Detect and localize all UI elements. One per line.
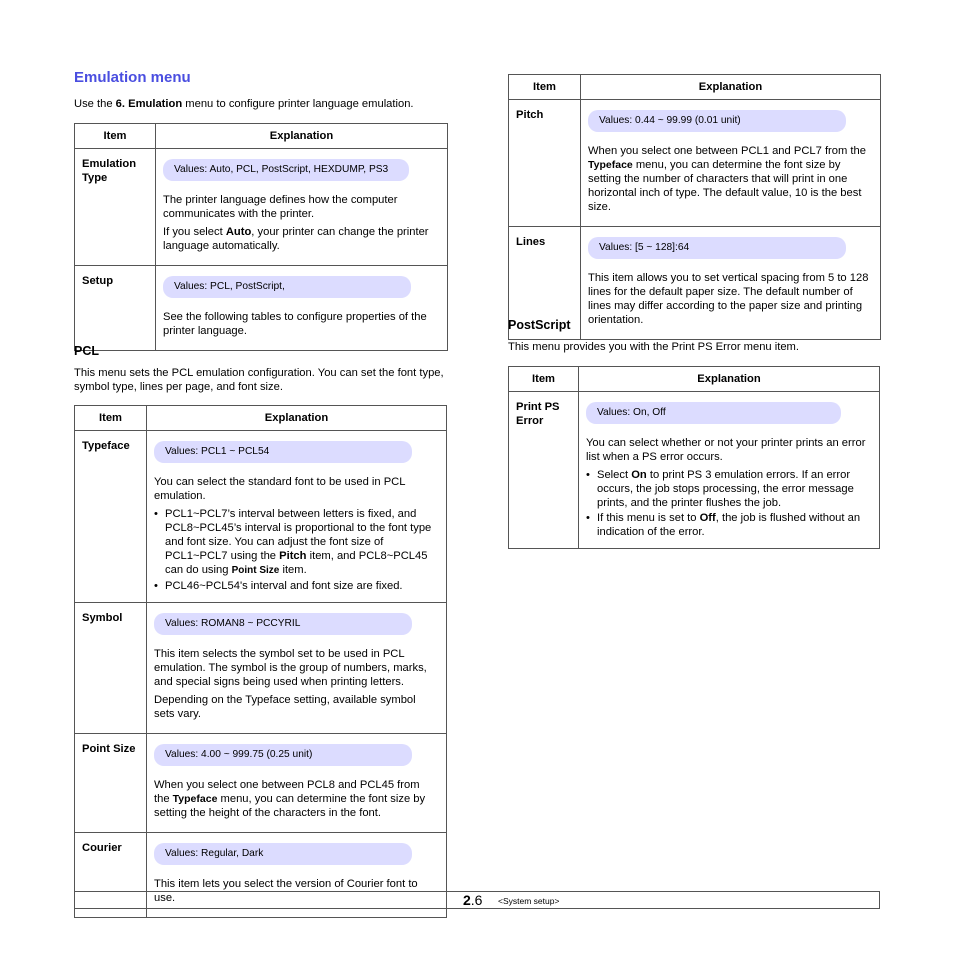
page-number: 2.6 bbox=[463, 892, 483, 908]
explanation-text: This item allows you to set vertical spacing from 5 to 128 lines for the default paper size. The default number of lines may differ according to the paper size and printing orientation. bbox=[588, 272, 869, 326]
explanation-text: You can select the standard font to be used in PCL emulation. bbox=[154, 476, 406, 502]
explanation-text: The printer language defines how the computer communicates with the printer. bbox=[163, 194, 398, 220]
values-badge: Values: 0.44 ~ 99.99 (0.01 unit) bbox=[588, 110, 846, 132]
explanation-text: This item selects the symbol set to be used in PCL emulation. The symbol is the group of numbers, marks, and special signs being used when printing letters. bbox=[154, 648, 427, 688]
values-badge: Values: PCL1 ~ PCL54 bbox=[154, 441, 412, 463]
emulation-table bbox=[74, 123, 448, 351]
header-explanation: Explanation bbox=[579, 367, 880, 392]
pcl-heading: PCL bbox=[74, 344, 99, 358]
header-explanation: Explanation bbox=[581, 75, 881, 100]
explanation-text: This item lets you select the version of Courier font to use. bbox=[154, 878, 418, 904]
header-item: Item bbox=[509, 367, 579, 392]
values-badge: Values: 4.00 ~ 999.75 (0.25 unit) bbox=[154, 744, 412, 766]
list-item: • PCL46~PCL54's interval and font size are fixed. bbox=[154, 579, 438, 593]
item-pitch: Pitch bbox=[509, 100, 581, 227]
values-badge: Values: On, Off bbox=[586, 402, 841, 424]
page-footer bbox=[74, 891, 880, 909]
header-explanation: Explanation bbox=[147, 406, 447, 431]
list-item: • If this menu is set to Off, the job is flushed without an indication of the error. bbox=[586, 511, 871, 539]
item-courier: Courier bbox=[75, 833, 147, 918]
section-label: <System setup> bbox=[498, 896, 560, 906]
item-emulation-type: Emulation Type bbox=[75, 149, 156, 266]
values-badge: Values: [5 ~ 128]:64 bbox=[588, 237, 846, 259]
postscript-heading: PostScript bbox=[508, 318, 571, 332]
pcl-table bbox=[74, 405, 447, 918]
item-symbol: Symbol bbox=[75, 603, 147, 734]
intro-paragraph: Use the 6. Emulation menu to configure printer language emulation. bbox=[74, 98, 414, 110]
pcl-table-continued bbox=[508, 74, 881, 340]
values-badge: Values: ROMAN8 ~ PCCYRIL bbox=[154, 613, 412, 635]
explanation-text: Depending on the Typeface setting, available symbol sets vary. bbox=[154, 694, 416, 720]
item-setup: Setup bbox=[75, 266, 156, 351]
list-item: • Select On to print PS 3 emulation errors. If an error occurs, the job stops processing, the error message prints, and the printer flushes the job. bbox=[586, 468, 871, 510]
explanation-text: When you select one between PCL1 and PCL7 from the Typeface menu, you can determine the font size by setting the number of characters that will print in one horizontal inch of type. The default value, 10 is the best size. bbox=[588, 145, 866, 213]
bullet-list bbox=[154, 507, 438, 593]
header-item: Item bbox=[509, 75, 581, 100]
item-typeface: Typeface bbox=[75, 431, 147, 603]
item-print-ps-error: Print PS Error bbox=[509, 392, 579, 549]
explanation-text: You can select whether or not your printer prints an error list when a PS error occurs. bbox=[586, 437, 866, 463]
explanation-text: When you select one between PCL8 and PCL45 from the Typeface menu, you can determine the font size by setting the height of the characters in the font. bbox=[154, 779, 426, 819]
section-title: Emulation menu bbox=[74, 69, 191, 86]
explanation-text: See the following tables to configure properties of the printer language. bbox=[163, 311, 427, 337]
explanation-text: If you select Auto, your printer can change the printer language automatically. bbox=[163, 226, 429, 252]
postscript-table bbox=[508, 366, 880, 549]
item-point-size: Point Size bbox=[75, 734, 147, 833]
values-badge: Values: Regular, Dark bbox=[154, 843, 412, 865]
values-badge: Values: Auto, PCL, PostScript, HEXDUMP, PS3 bbox=[163, 159, 409, 181]
header-item: Item bbox=[75, 124, 156, 149]
header-explanation: Explanation bbox=[156, 124, 448, 149]
list-item: • PCL1~PCL7’s interval between letters is fixed, and PCL8~PCL45’s interval is proportional to the font type and font size. You can adjust the font size of PCL1~PCL7 using the Pitch item, and PCL8~PCL45 can do using Point Size item. bbox=[154, 507, 438, 578]
bullet-list bbox=[586, 468, 871, 539]
item-lines: Lines bbox=[509, 227, 581, 340]
values-badge: Values: PCL, PostScript, bbox=[163, 276, 411, 298]
header-item: Item bbox=[75, 406, 147, 431]
postscript-intro: This menu provides you with the Print PS Error menu item. bbox=[508, 341, 799, 353]
pcl-intro: This menu sets the PCL emulation configuration. You can set the font type, symbol type, lines per page, and font size. bbox=[74, 367, 444, 393]
